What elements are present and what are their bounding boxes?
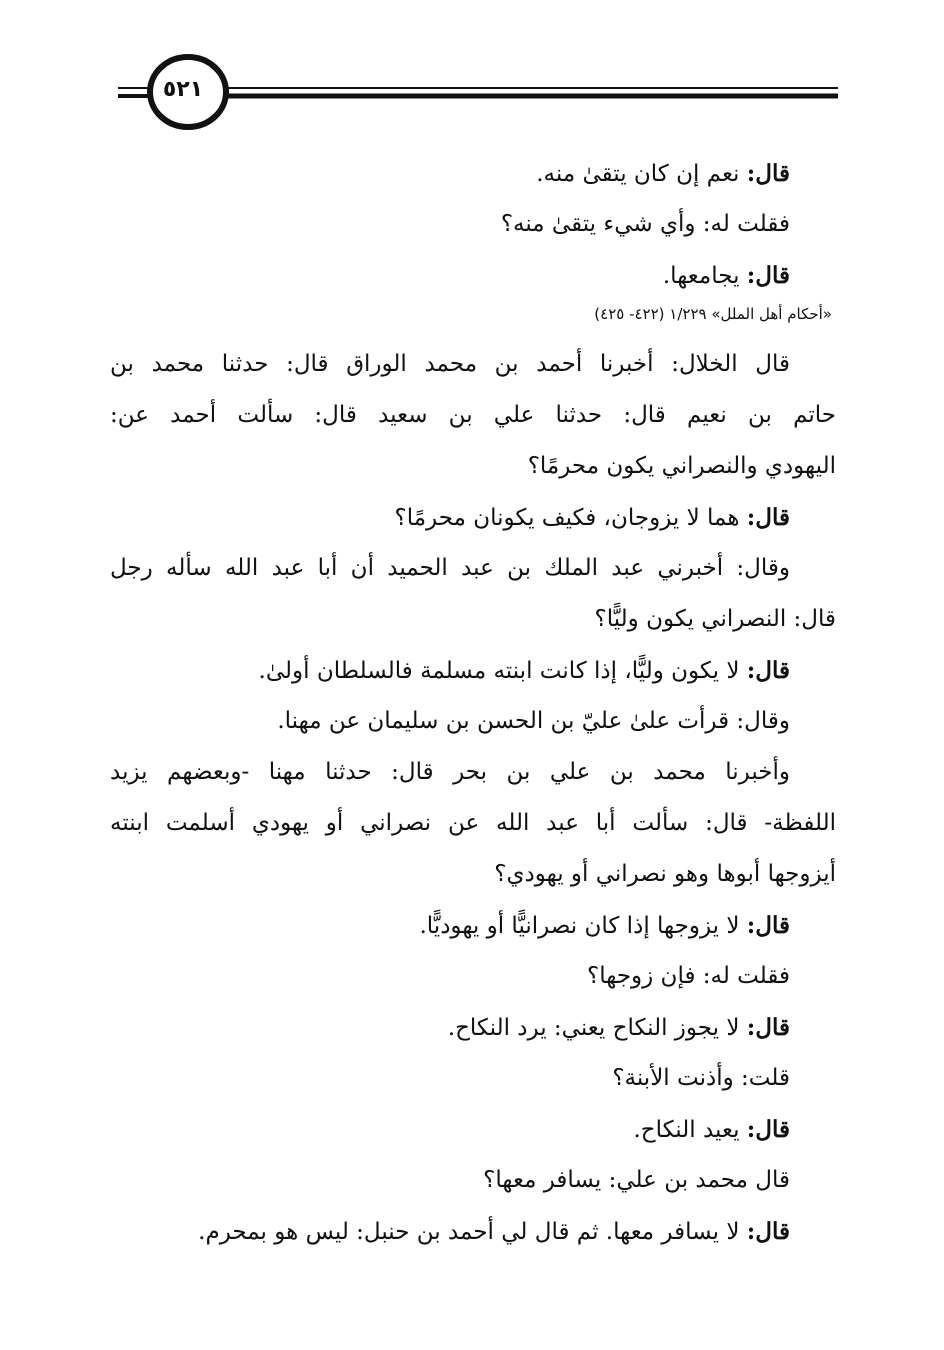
speaker-label: قال: — [746, 160, 790, 187]
speaker-label: قال: — [746, 1014, 790, 1041]
text-line: قال: نعم إن كان يتقىٰ منه. — [536, 160, 790, 187]
speaker-label: قال: — [746, 1218, 790, 1245]
header-rule-ornament — [0, 0, 944, 140]
text-line: قال الخلال: أخبرنا أحمد بن محمد الوراق قال: حدثنا محمد بن — [110, 351, 790, 377]
text-line: قال: لا يكون وليًّا، إذا كانت ابنته مسلمة فالسلطان أولىٰ. — [258, 657, 790, 684]
speaker-label: قال: — [746, 1116, 790, 1143]
text-line: وقال: قرأت علىٰ عليّ بن الحسن بن سليمان عن مهنا. — [277, 708, 790, 734]
page-body — [110, 148, 836, 1257]
speaker-label: قال: — [746, 912, 790, 939]
text-line: قال: لا يزوجها إذا كان نصرانيًّا أو يهوديًّا. — [419, 912, 790, 939]
text-line: وقال: أخبرني عبد الملك بن عبد الحميد أن أبا عبد الله سأله رجل — [110, 555, 790, 581]
text-line: فقلت له: وأي شيء يتقىٰ منه؟ — [500, 211, 790, 237]
text-line: قال: يعيد النكاح. — [633, 1116, 790, 1143]
page-header — [0, 0, 944, 140]
speaker-label: قال: — [746, 657, 790, 684]
page-number: ٥٢١ — [162, 77, 204, 102]
speaker-label: قال: — [746, 504, 790, 531]
text-line: قال: لا يجوز النكاح يعني: يرد النكاح. — [447, 1014, 790, 1041]
text-line: فقلت له: فإن زوجها؟ — [587, 963, 790, 989]
text-line: اليهودي والنصراني يكون محرمًا؟ — [527, 453, 836, 479]
text-line: قال محمد بن علي: يسافر معها؟ — [483, 1167, 790, 1193]
source-reference: «أحكام أهل الملل» ١/٢٢٩ (٤٢٢- ٤٢٥) — [594, 305, 832, 323]
text-line: أيزوجها أبوها وهو نصراني أو يهودي؟ — [494, 861, 836, 887]
text-line: قال: النصراني يكون وليًّا؟ — [594, 606, 836, 632]
text-line: قال: لا يسافر معها. ثم قال لي أحمد بن حنبل: ليس هو بمحرم. — [198, 1218, 790, 1245]
text-line: حاتم بن نعيم قال: حدثنا علي بن سعيد قال: سألت أحمد عن: — [110, 402, 836, 428]
text-line: قال: يجامعها. — [662, 262, 790, 289]
text-line: قلت: وأذنت الأبنة؟ — [612, 1065, 790, 1091]
text-line: اللفظة- قال: سألت أبا عبد الله عن نصراني أو يهودي أسلمت ابنته — [110, 810, 836, 836]
text-line: قال: هما لا يزوجان، فكيف يكونان محرمًا؟ — [394, 504, 790, 531]
text-line: وأخبرنا محمد بن علي بن بحر قال: حدثنا مهنا -وبعضهم يزيد — [110, 759, 790, 785]
speaker-label: قال: — [746, 262, 790, 289]
